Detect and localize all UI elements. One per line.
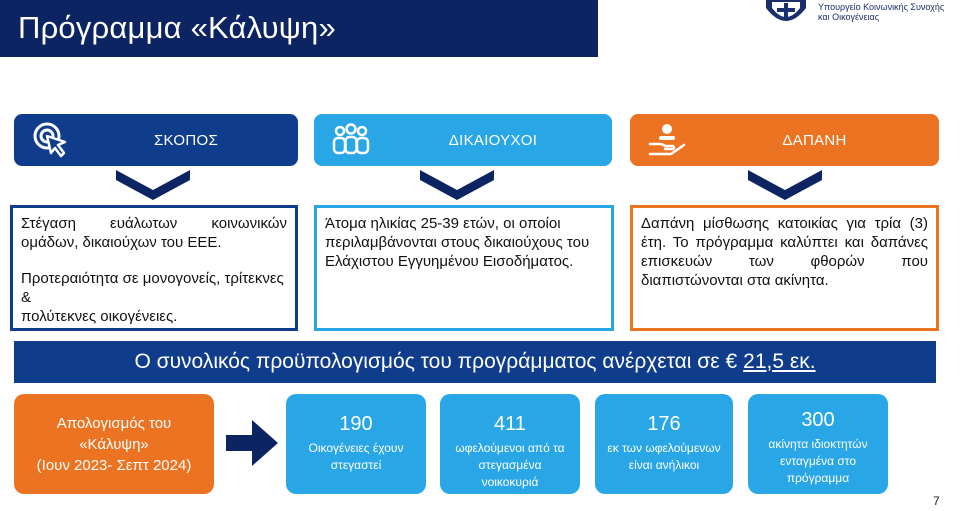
stat-value: 190 [339, 413, 373, 435]
stat-description [305, 440, 408, 474]
stat-desc-line: Οικογένειες έχουν [308, 441, 404, 455]
stat-desc-line: πρόγραμμα [786, 471, 850, 485]
beneficiaries-text: Άτομα ηλικίας 25-39 ετών, οι οποίοι περιλαμβάνονται στους δικαιούχους του Ελάχιστου Εγγυημένου Εισοδήματος. [325, 215, 590, 270]
stat-description [764, 436, 871, 487]
card-header-expense [630, 114, 939, 166]
purpose-text: Στέγαση ευάλωτων κοινωνικών ομάδων, δικαιούχων του ΕΕΕ. [21, 215, 287, 251]
chevron-down-icon [748, 170, 822, 200]
chevron-down-icon [116, 170, 190, 200]
ministry-line-2: και Οικογένειας [818, 12, 880, 22]
stat-card [440, 394, 580, 494]
stat-desc-line: στεγασμένα [478, 458, 542, 472]
ministry-logo-text [818, 0, 944, 22]
report-line-3: (Ιουν 2023- Σεπτ 2024) [36, 456, 192, 474]
stat-card [286, 394, 426, 494]
stat-desc-line: νοικοκυριά [481, 475, 539, 489]
purpose-box [10, 205, 298, 331]
expense-text: Δαπάνη μίσθωσης κατοικίας για τρία (3) έτη. Το πρόγραμμα καλύπτει και δαπάνες επισκευών των φθορών που διαπιστώνονται στα ακίνητα. [641, 215, 928, 289]
stat-card [595, 394, 733, 494]
card-header-label: ΔΙΚΑΙΟΥΧΟΙ [448, 131, 538, 149]
stat-desc-line: εκ των ωφελούμενων [607, 441, 721, 455]
stat-desc-line: στεγαστεί [330, 458, 382, 472]
ministry-line-1: Υπουργείο Κοινωνικής Συνοχής [818, 2, 945, 12]
stat-value: 176 [647, 413, 681, 435]
page-title: Πρόγραμμα «Κάλυψη» [18, 10, 336, 45]
chevron-down-icon [420, 170, 494, 200]
purpose-priority-text: Προτεραιότητα σε μονογονείς, τρίτεκνες & [21, 270, 284, 306]
report-line-1: Απολογισμός του [56, 414, 172, 432]
purpose-priority-text-cont: πολύτεκνες οικογένειες. [21, 308, 178, 325]
hand-giving-icon [644, 120, 690, 160]
report-line-2: «Κάλυψη» [79, 435, 149, 453]
budget-text: Ο συνολικός προϋπολογισμός του προγράμματος ανέρχεται σε € [134, 350, 738, 373]
stat-desc-line: ωφελούμενοι από τα [455, 441, 565, 455]
greek-emblem-icon [762, 0, 810, 30]
stat-description [451, 440, 568, 491]
stat-description [603, 440, 724, 474]
arrow-right-icon [226, 418, 278, 468]
stat-desc-line: ακίνητα ιδιοκτητών [768, 437, 868, 451]
stat-card [748, 394, 888, 494]
stat-desc-line: ενταγμένα στο [779, 454, 857, 468]
card-header-label: ΣΚΟΠΟΣ [153, 131, 219, 149]
card-header-purpose [14, 114, 298, 166]
budget-amount: 21,5 εκ. [743, 350, 816, 373]
page-number: 7 [933, 494, 940, 508]
card-header-beneficiaries [314, 114, 612, 166]
cursor-click-icon [28, 120, 74, 160]
budget-bar [14, 341, 936, 383]
stat-desc-line: είναι ανήλικοι [628, 458, 700, 472]
card-header-label: ΔΑΠΑΝΗ [782, 131, 847, 149]
people-group-icon [328, 120, 374, 160]
stat-value: 300 [801, 409, 835, 431]
expense-box [630, 205, 939, 331]
beneficiaries-box [314, 205, 614, 331]
stat-value: 411 [494, 413, 526, 435]
report-box [14, 394, 214, 494]
